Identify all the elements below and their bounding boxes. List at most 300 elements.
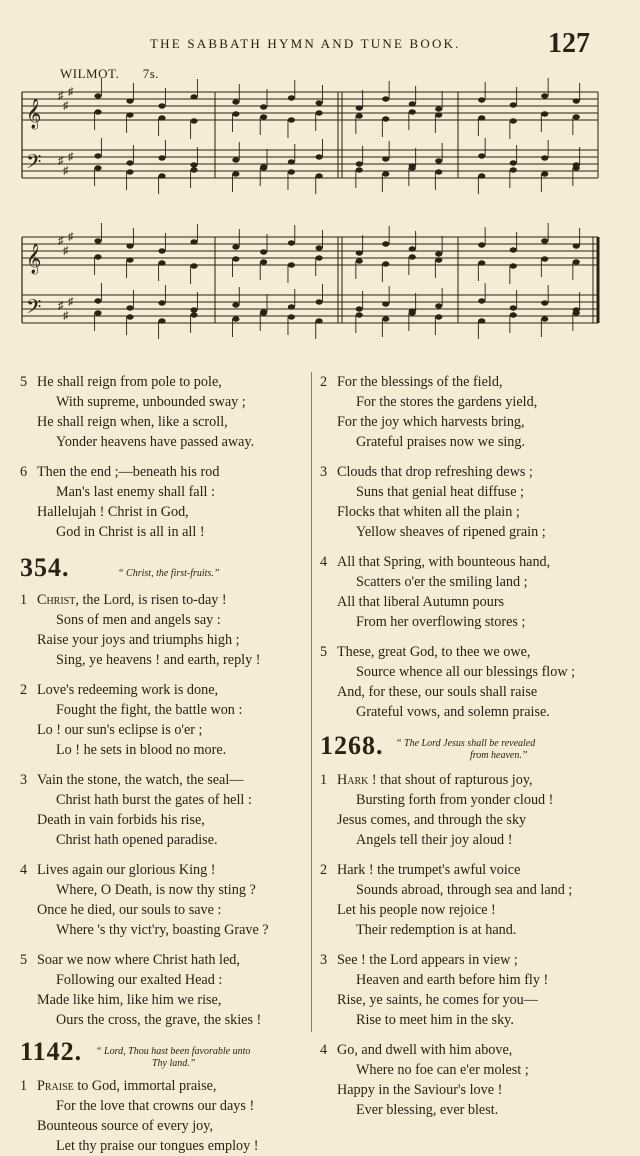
verse-line (20, 720, 310, 740)
verse-line (20, 392, 310, 412)
verse-line (320, 970, 630, 990)
note-head (126, 169, 133, 174)
verse-line (20, 770, 310, 790)
note-head (409, 246, 416, 251)
sharp-icon: ♯ (68, 231, 74, 243)
note-head (356, 161, 363, 166)
verse (320, 770, 630, 850)
verse-line (320, 1100, 630, 1120)
note-head (232, 157, 239, 162)
verse-text: Hark ! the trumpet's awful voice (337, 862, 521, 878)
hymn-motto-line1: “ The Lord Jesus shall be revealed (396, 738, 536, 749)
verse-line (320, 502, 630, 522)
verse-text: Grateful praises now we sing. (356, 434, 526, 450)
verse (20, 770, 310, 850)
sharp-icon: ♯ (68, 296, 74, 308)
verse (20, 1076, 310, 1156)
verse-text: Yonder heavens have passed away. (56, 434, 255, 450)
verse-line (20, 502, 310, 522)
verse-line (20, 590, 310, 610)
verse-text: Ever blessing, ever blest. (356, 1102, 499, 1118)
note-head (190, 167, 197, 172)
sharp-icon: ♯ (63, 310, 69, 322)
note-head (94, 310, 101, 315)
note-head (232, 244, 239, 249)
verse-number: 5 (20, 952, 28, 968)
column-divider (311, 372, 312, 1032)
verse-line (20, 740, 310, 760)
note-head (232, 316, 239, 321)
verse-text: Then the end ;—beneath his rod (37, 464, 220, 480)
note-head (94, 254, 101, 259)
note-head (478, 242, 485, 247)
note-head (94, 165, 101, 170)
sharp-icon: ♯ (58, 300, 64, 312)
verse-line (320, 810, 630, 830)
note-head (232, 256, 239, 261)
sharp-icon: ♯ (58, 235, 64, 247)
note-head (573, 243, 580, 248)
note-head (158, 248, 165, 253)
verse-line (20, 610, 310, 630)
note-head (541, 171, 548, 176)
verse-text: Raise your joys and triumphs high ; (37, 632, 240, 648)
verse (320, 372, 630, 452)
note-head (190, 307, 197, 312)
sharp-icon: ♯ (68, 151, 74, 163)
note-head (288, 159, 295, 164)
verse-text: Fought the fight, the battle won : (56, 702, 243, 718)
verse-text: Sons of men and angels say : (56, 612, 221, 628)
verse-text: ! that shout of rapturous joy, (368, 772, 533, 788)
verse-text: Let thy praise our tongues employ ! (56, 1138, 259, 1154)
note-head (126, 98, 133, 103)
note-head (435, 303, 442, 308)
verse-text: Once he died, our souls to save : (37, 902, 222, 918)
note-head (541, 316, 548, 321)
note-head (510, 247, 517, 252)
verse-line (320, 950, 630, 970)
clef-icon: 𝄞 (26, 244, 42, 274)
verse-line (320, 612, 630, 632)
note-head (94, 238, 101, 243)
verse-line (20, 810, 310, 830)
note-head (435, 251, 442, 256)
verse-text: Go, and dwell with him above, (337, 1042, 513, 1058)
verse-text: Death in vain forbids his rise, (37, 812, 205, 828)
note-head (478, 153, 485, 158)
verse-text: Their redemption is at hand. (356, 922, 517, 938)
verse-line (20, 412, 310, 432)
verse-text: Bursting forth from yonder cloud ! (356, 792, 554, 808)
verse-line (20, 650, 310, 670)
verse-text: to God, immortal praise, (73, 1078, 217, 1094)
note-head (232, 99, 239, 104)
verse-line (320, 552, 630, 572)
verse-line (320, 432, 630, 452)
note-head (190, 312, 197, 317)
verse-text: Heaven and earth before him fly ! (356, 972, 549, 988)
note-head (190, 239, 197, 244)
note-head (94, 153, 101, 158)
verse-line (320, 482, 630, 502)
verse-text: Sounds abroad, through sea and land ; (356, 882, 573, 898)
note-head (356, 113, 363, 118)
verse-line (20, 1096, 310, 1116)
note-head (541, 300, 548, 305)
verse-line (20, 700, 310, 720)
verse-line (20, 372, 310, 392)
verse-line (20, 860, 310, 880)
note-head (94, 109, 101, 114)
verse-line (320, 1040, 630, 1060)
note-head (356, 258, 363, 263)
verse-text: the Lord, is risen to-day ! (78, 592, 227, 608)
note-head (356, 105, 363, 110)
verse-text: Where, O Death, is now thy sting ? (56, 882, 256, 898)
verse-text: Where no foe can e'er molest ; (356, 1062, 529, 1078)
note-head (573, 114, 580, 119)
verse-line (320, 1010, 630, 1030)
note-head (260, 310, 267, 315)
verse-text: For the love that crowns our days ! (56, 1098, 255, 1114)
note-head (510, 305, 517, 310)
hymn-motto: “ Christ, the first-fruits.” (118, 568, 220, 579)
note-head (435, 314, 442, 319)
verse (320, 552, 630, 632)
verse-text: Where 's thy vict'ry, boasting Grave ? (56, 922, 269, 938)
verse-number: 2 (20, 682, 28, 698)
verse-number: 3 (320, 952, 328, 968)
verse-line (320, 682, 630, 702)
note-head (409, 101, 416, 106)
note-head (356, 312, 363, 317)
note-head (316, 318, 323, 323)
note-head (316, 299, 323, 304)
verse-text: For the stores the gardens yield, (356, 394, 538, 410)
verse-line (20, 482, 310, 502)
note-head (510, 118, 517, 123)
note-head (510, 263, 517, 268)
verse-text: Suns that genial heat diffuse ; (356, 484, 524, 500)
verse-text: Grateful vows, and solemn praise. (356, 704, 550, 720)
verse-line (20, 1010, 310, 1030)
note-head (573, 98, 580, 103)
verse-number: 5 (20, 374, 28, 390)
verse-line (320, 790, 630, 810)
verse-line (320, 572, 630, 592)
note-head (260, 114, 267, 119)
note-head (158, 155, 165, 160)
verse-line (20, 830, 310, 850)
verse-text: Christ hath opened paradise. (56, 832, 218, 848)
verse-line (320, 412, 630, 432)
note-head (158, 103, 165, 108)
note-head (316, 154, 323, 159)
note-head (541, 111, 548, 116)
clef-icon: 𝄞 (26, 99, 42, 129)
verse-line (20, 880, 310, 900)
verse-text: Lo ! our sun's eclipse is o'er ; (37, 722, 203, 738)
note-head (126, 160, 133, 165)
note-head (316, 173, 323, 178)
note-head (478, 115, 485, 120)
verse-text: Flocks that whiten all the plain ; (337, 504, 520, 520)
verse (20, 372, 310, 452)
note-head (316, 100, 323, 105)
verse-text: Lives again our glorious King ! (37, 862, 216, 878)
sharp-icon: ♯ (63, 165, 69, 177)
note-head (190, 118, 197, 123)
verse-text: Jesus comes, and through the sky (337, 812, 527, 828)
sharp-icon: ♯ (63, 100, 69, 112)
verse-number: 1 (320, 772, 328, 788)
verse-number: 3 (320, 464, 328, 480)
note-head (541, 155, 548, 160)
verse-text: Ours the cross, the grave, the skies ! (56, 1012, 262, 1028)
verse-text: Source whence all our blessings flow ; (356, 664, 576, 680)
verse (320, 462, 630, 542)
hymn-number: 1142. (20, 1037, 83, 1066)
hymn-1268-heading (320, 731, 630, 770)
hymn-motto-line1: “ Lord, Thou hast been favorable unto (96, 1046, 251, 1057)
verse-line (20, 1116, 310, 1136)
note-head (316, 245, 323, 250)
note-head (126, 112, 133, 117)
verse-text: Hallelujah ! Christ in God, (37, 504, 189, 520)
note-head (541, 256, 548, 261)
note-head (573, 165, 580, 170)
verse-line (20, 1136, 310, 1156)
verse-text: Scatters o'er the smiling land ; (356, 574, 528, 590)
note-head (478, 298, 485, 303)
note-head (126, 305, 133, 310)
note-head (382, 241, 389, 246)
note-head (541, 93, 548, 98)
verse-text: For the joy which harvests bring, (337, 414, 525, 430)
verse (20, 860, 310, 940)
note-head (573, 310, 580, 315)
tune-meter: 7s. (142, 66, 160, 81)
verse-text: These, great God, to thee we owe, (337, 644, 531, 660)
verse-text: With supreme, unbounded sway ; (56, 394, 246, 410)
note-head (232, 111, 239, 116)
verse-line (320, 920, 630, 940)
hymn-number: 1268. (320, 731, 384, 760)
verse-text: Bounteous source of every joy, (37, 1118, 213, 1134)
note-head (288, 314, 295, 319)
verse-line (20, 680, 310, 700)
verse (20, 462, 310, 542)
verse-text: Rise, ye saints, he comes for you— (337, 992, 538, 1008)
clef-icon: 𝄢 (26, 150, 42, 178)
verse (320, 1040, 630, 1120)
verse-number: 2 (320, 862, 328, 878)
verse-text: From her overflowing stores ; (356, 614, 526, 630)
note-head (260, 165, 267, 170)
verse-line (20, 1076, 310, 1096)
verse-text: Following our exalted Head : (56, 972, 223, 988)
note-head (288, 240, 295, 245)
verse-text: He shall reign when, like a scroll, (37, 414, 228, 430)
verse-number: 6 (20, 464, 28, 480)
verse (320, 860, 630, 940)
verse-line (20, 790, 310, 810)
verse-line (20, 970, 310, 990)
verse-text: Yellow sheaves of ripened grain ; (356, 524, 546, 540)
verse-line (20, 522, 310, 542)
verse-line (20, 900, 310, 920)
note-head (435, 169, 442, 174)
note-head (435, 158, 442, 163)
note-head (190, 94, 197, 99)
sharp-icon: ♯ (58, 155, 64, 167)
note-head (126, 257, 133, 262)
note-head (288, 262, 295, 267)
sharp-icon: ♯ (63, 245, 69, 257)
verse-line (320, 462, 630, 482)
note-head (478, 260, 485, 265)
note-head (510, 312, 517, 317)
note-head (478, 318, 485, 323)
verse-line (320, 522, 630, 542)
verse-text: Christ hath burst the gates of hell : (56, 792, 252, 808)
note-head (288, 169, 295, 174)
left-column (20, 372, 310, 1156)
verse-text: Clouds that drop refreshing dews ; (337, 464, 533, 480)
note-head (190, 162, 197, 167)
note-head (409, 310, 416, 315)
note-head (478, 97, 485, 102)
note-head (409, 254, 416, 259)
verse-text: See ! the Lord appears in view ; (337, 952, 518, 968)
note-head (260, 104, 267, 109)
verse-line (320, 592, 630, 612)
note-head (94, 93, 101, 98)
verse-line (20, 990, 310, 1010)
note-head (510, 167, 517, 172)
verse-line (20, 462, 310, 482)
hymn-354-heading (20, 553, 310, 590)
verse-line (320, 900, 630, 920)
verse-line (20, 950, 310, 970)
sharp-icon: ♯ (58, 90, 64, 102)
verse-line (20, 920, 310, 940)
verse-text: Soar we now where Christ hath led, (37, 952, 240, 968)
note-head (288, 95, 295, 100)
note-head (382, 156, 389, 161)
verse-line (320, 830, 630, 850)
verse-number: 1 (20, 1078, 28, 1094)
page-number: 127 (548, 28, 590, 59)
verse-line (320, 880, 630, 900)
running-title: THE SABBATH HYMN AND TUNE BOOK. (150, 36, 461, 51)
verse-text: Vain the stone, the watch, the seal— (37, 772, 244, 788)
note-head (356, 306, 363, 311)
music-score (0, 0, 640, 345)
hymn-number: 354. (20, 553, 70, 582)
note-head (435, 112, 442, 117)
verse-number: 5 (320, 644, 328, 660)
verse-text: Happy in the Saviour's love ! (337, 1082, 503, 1098)
note-head (288, 304, 295, 309)
verse-text: Love's redeeming work is done, (37, 682, 219, 698)
note-head (409, 109, 416, 114)
clef-icon: 𝄢 (26, 295, 42, 323)
verse-line (320, 860, 630, 880)
verse-first-word: Hark (337, 772, 369, 788)
verse-number: 2 (320, 374, 328, 390)
verse-line (320, 642, 630, 662)
verse (320, 950, 630, 1030)
note-head (288, 117, 295, 122)
verse-line (320, 662, 630, 682)
note-head (316, 110, 323, 115)
hymn-1142-heading (20, 1037, 310, 1076)
note-head (510, 160, 517, 165)
note-head (382, 261, 389, 266)
verse-first-word: Praise (37, 1078, 74, 1094)
verse-text: Rise to meet him in the sky. (356, 1012, 514, 1028)
verse-text: For the blessings of the field, (337, 374, 503, 390)
verse (20, 590, 310, 670)
note-head (382, 316, 389, 321)
verse (320, 642, 630, 722)
verse-number: 3 (20, 772, 28, 788)
verse-text: Angels tell their joy aloud ! (356, 832, 513, 848)
note-head (232, 171, 239, 176)
note-head (382, 96, 389, 101)
verse-line (320, 392, 630, 412)
verse (20, 950, 310, 1030)
note-head (158, 260, 165, 265)
verse-number: 4 (320, 1042, 328, 1058)
tune-name: WILMOT. (60, 66, 120, 81)
verse (20, 680, 310, 760)
note-head (260, 249, 267, 254)
verse-number: 4 (20, 862, 28, 878)
note-head (435, 106, 442, 111)
verse-number: 1 (20, 592, 28, 608)
verse-line (320, 770, 630, 790)
verse-text: God in Christ is all in all ! (56, 524, 205, 540)
verse-text: Man's last enemy shall fall : (56, 484, 215, 500)
note-head (541, 238, 548, 243)
hymn-motto-line2: Thy land.” (152, 1058, 196, 1069)
verse-line (20, 630, 310, 650)
verse-text: Let his people now rejoice ! (337, 902, 496, 918)
verse-text: And, for these, our souls shall raise (337, 684, 538, 700)
sharp-icon: ♯ (68, 86, 74, 98)
note-head (382, 301, 389, 306)
note-head (94, 298, 101, 303)
verse-line (320, 1080, 630, 1100)
verse-first-word: Christ, (37, 592, 79, 608)
note-head (409, 165, 416, 170)
verse-text: Made like him, like him we rise, (37, 992, 222, 1008)
note-head (260, 259, 267, 264)
note-head (478, 173, 485, 178)
verse-line (320, 372, 630, 392)
right-column (320, 372, 630, 1120)
note-head (356, 167, 363, 172)
note-head (382, 171, 389, 176)
note-head (573, 259, 580, 264)
note-head (158, 300, 165, 305)
note-head (190, 263, 197, 268)
verse-text: Sing, ye heavens ! and earth, reply ! (56, 652, 261, 668)
note-head (382, 116, 389, 121)
